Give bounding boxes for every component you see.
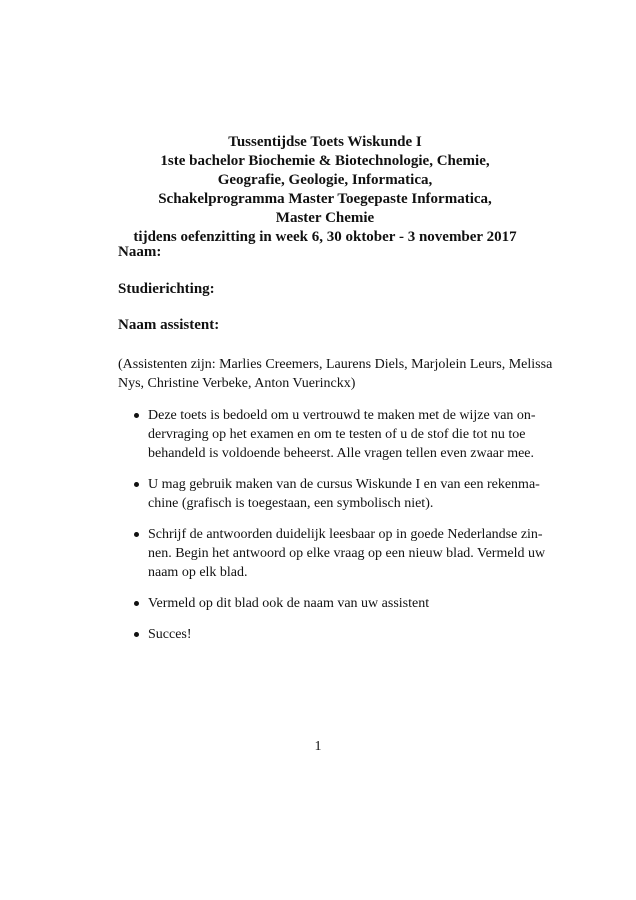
instruction-line: dervraging op het examen en om te testen of u de stof die tot nu toe [148,427,526,442]
bullet-icon [134,632,139,637]
bullet-icon [134,482,139,487]
instruction-line: Deze toets is bedoeld om u vertrouwd te maken met de wijze van on- [148,408,536,423]
bullet-icon [134,601,139,606]
instruction-item [118,525,546,582]
bullet-icon [134,413,139,418]
instruction-item [118,625,538,644]
instruction-line: nen. Begin het antwoord op elke vraag op een nieuw blad. Vermeld uw [148,546,546,561]
bullet-icon [134,532,139,537]
instruction-item [118,594,538,613]
instruction-item [118,475,538,513]
exam-title: Tussentijdse Toets Wiskunde I [228,134,422,150]
exam-audience-line: 1ste bachelor Biochemie & Biotechnologie, Chemie, [160,153,490,169]
exam-audience-line: Master Chemie [275,210,375,226]
instruction-item [118,406,538,463]
exam-title-block [100,133,550,247]
assistant-name-field-label: Naam assistent: [118,317,220,333]
page-number: 1 [314,739,322,754]
exam-audience-line: Schakelprogramma Master Toegepaste Informatica, [158,191,492,207]
assistants-note-line: (Assistenten zijn: Marlies Creemers, Laurens Diels, Marjolein Leurs, Melissa [118,357,553,372]
instruction-line: Schrijf de antwoorden duidelijk leesbaar op in goede Nederlandse zin- [148,527,543,542]
instruction-line: Vermeld op dit blad ook de naam van uw assistent [148,596,430,611]
instruction-line: Succes! [148,627,192,642]
instruction-line: behandeld is voldoende beheerst. Alle vragen tellen even zwaar mee. [148,446,535,461]
instructions-list [118,406,546,656]
study-program-field-label: Studierichting: [118,281,215,297]
instruction-line: naam op elk blad. [148,565,248,580]
instruction-line: U mag gebruik maken van de cursus Wiskunde I en van een rekenma- [148,477,540,492]
instruction-line: chine (grafisch is toegestaan, een symbolisch niet). [148,496,434,511]
assistants-note [118,355,553,393]
name-field-label: Naam: [118,244,162,260]
exam-date-line: tijdens oefenzitting in week 6, 30 oktober - 3 november 2017 [133,229,517,245]
exam-audience-line: Geografie, Geologie, Informatica, [217,172,433,188]
assistants-note-line: Nys, Christine Verbeke, Anton Vuerinckx) [118,376,356,391]
